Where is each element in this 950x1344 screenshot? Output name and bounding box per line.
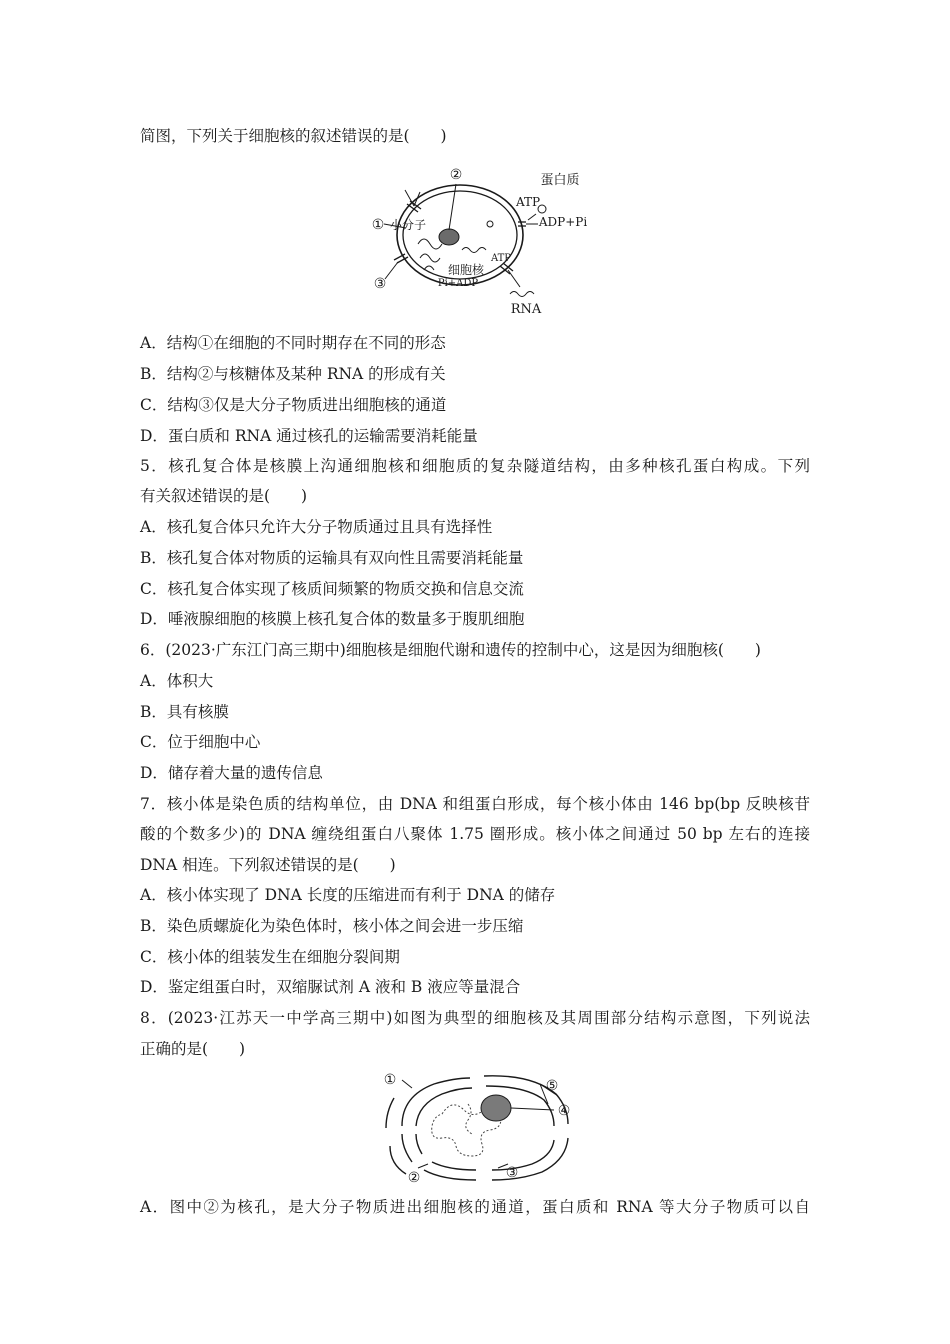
q7-stem-line1: 7．核小体是染色质的结构单位，由 DNA 和组蛋白形成，每个核小体由 146 bp(bp 反映核苷 xyxy=(140,795,810,813)
q5-option-a: A．核孔复合体只允许大分子物质通过且具有选择性 xyxy=(140,518,493,536)
figure1-adp-pi-label: ADP+Pi xyxy=(538,215,588,229)
q8-stem-line1: 8．(2023·江苏天一中学高三期中)如图为典型的细胞核及其周围部分结构示意图，下列说法 xyxy=(140,1009,810,1027)
nucleus-transport-figure xyxy=(360,162,600,322)
q6-stem: 6．(2023·广东江门高三期中)细胞核是细胞代谢和遗传的控制中心，这是因为细胞核( ) xyxy=(140,641,761,659)
q5-stem-line1: 5．核孔复合体是核膜上沟通细胞核和细胞质的复杂隧道结构，由多种核孔蛋白构成。下列 xyxy=(140,457,810,475)
q5-option-c: C．核孔复合体实现了核质间频繁的物质交换和信息交流 xyxy=(140,580,524,598)
nucleolus xyxy=(481,1095,511,1121)
q6-option-b: B．具有核膜 xyxy=(140,703,229,721)
figure2-label-1: ① xyxy=(383,1072,397,1088)
q7-option-c: C．核小体的组装发生在细胞分裂间期 xyxy=(140,948,400,966)
q7-stem-line2: 酸的个数多少)的 DNA 缠绕组蛋白八聚体 1.75 圈形成。核小体之间通过 50 bp 左右的连接 xyxy=(140,825,810,843)
q8-option-a: A．图中②为核孔，是大分子物质进出细胞核的通道，蛋白质和 RNA 等大分子物质可以自 xyxy=(140,1198,810,1216)
q7-option-a: A．核小体实现了 DNA 长度的压缩进而有利于 DNA 的储存 xyxy=(140,886,556,904)
q7-option-b: B．染色质螺旋化为染色体时，核小体之间会进一步压缩 xyxy=(140,917,524,935)
inner-membrane-left xyxy=(416,1088,472,1126)
outer-membrane-bottom-right xyxy=(492,1138,568,1180)
q6-option-c: C．位于细胞中心 xyxy=(140,733,261,751)
q8-stem-line2: 正确的是( ) xyxy=(140,1040,246,1058)
figure1-label-1: ① xyxy=(371,217,385,233)
q6-option-d: D．储存着大量的遗传信息 xyxy=(140,764,323,782)
figure2-label-2: ② xyxy=(407,1170,421,1186)
figure2-label-3: ③ xyxy=(505,1165,519,1181)
nucleolus xyxy=(439,229,459,245)
q4-option-d: D．蛋白质和 RNA 通过核孔的运输需要消耗能量 xyxy=(140,427,478,445)
q5-option-b: B．核孔复合体对物质的运输具有双向性且需要消耗能量 xyxy=(140,549,524,567)
figure1-rna-label: RNA xyxy=(510,302,542,317)
outer-membrane-bottom-left xyxy=(424,1170,476,1180)
q7-stem-line3: DNA 相连。下列叙述错误的是( ) xyxy=(140,856,396,874)
question-4-stem: 简图，下列关于细胞核的叙述错误的是( ) xyxy=(140,127,447,145)
figure1-atp-label: ATP xyxy=(515,195,541,209)
figure1-nucleus-label: 细胞核 xyxy=(447,263,485,277)
q4-option-a: A．结构①在细胞的不同时期存在不同的形态 xyxy=(140,334,446,352)
nucleus-structure-figure xyxy=(372,1068,592,1186)
figure2-label-5: ⑤ xyxy=(545,1078,559,1094)
q4-option-c: C．结构③仅是大分子物质进出细胞核的通道 xyxy=(140,396,447,414)
chromatin xyxy=(418,239,442,270)
q4-option-b: B．结构②与核糖体及某种 RNA 的形成有关 xyxy=(140,365,446,383)
figure1-label-3: ③ xyxy=(373,276,387,292)
figure1-small-molecule-label: 小分子 xyxy=(389,218,427,232)
figure1-atp-inner-label: ATP xyxy=(490,253,512,264)
outer-membrane-left xyxy=(402,1078,470,1126)
figure1-pi-adp-label: Pi+ADP xyxy=(437,278,479,289)
q6-option-a: A．体积大 xyxy=(140,672,214,690)
figure2-label-4: ④ xyxy=(557,1103,571,1119)
q5-option-d: D．唾液腺细胞的核膜上核孔复合体的数量多于腹肌细胞 xyxy=(140,610,525,628)
figure1-protein-label: 蛋白质 xyxy=(540,173,580,188)
endoplasmic-reticulum xyxy=(386,1098,394,1128)
q5-stem-line2: 有关叙述错误的是( ) xyxy=(140,487,308,505)
q7-option-d: D．鉴定组蛋白时，双缩脲试剂 A 液和 B 液应等量混合 xyxy=(140,978,521,996)
figure1-label-2: ② xyxy=(449,167,463,183)
